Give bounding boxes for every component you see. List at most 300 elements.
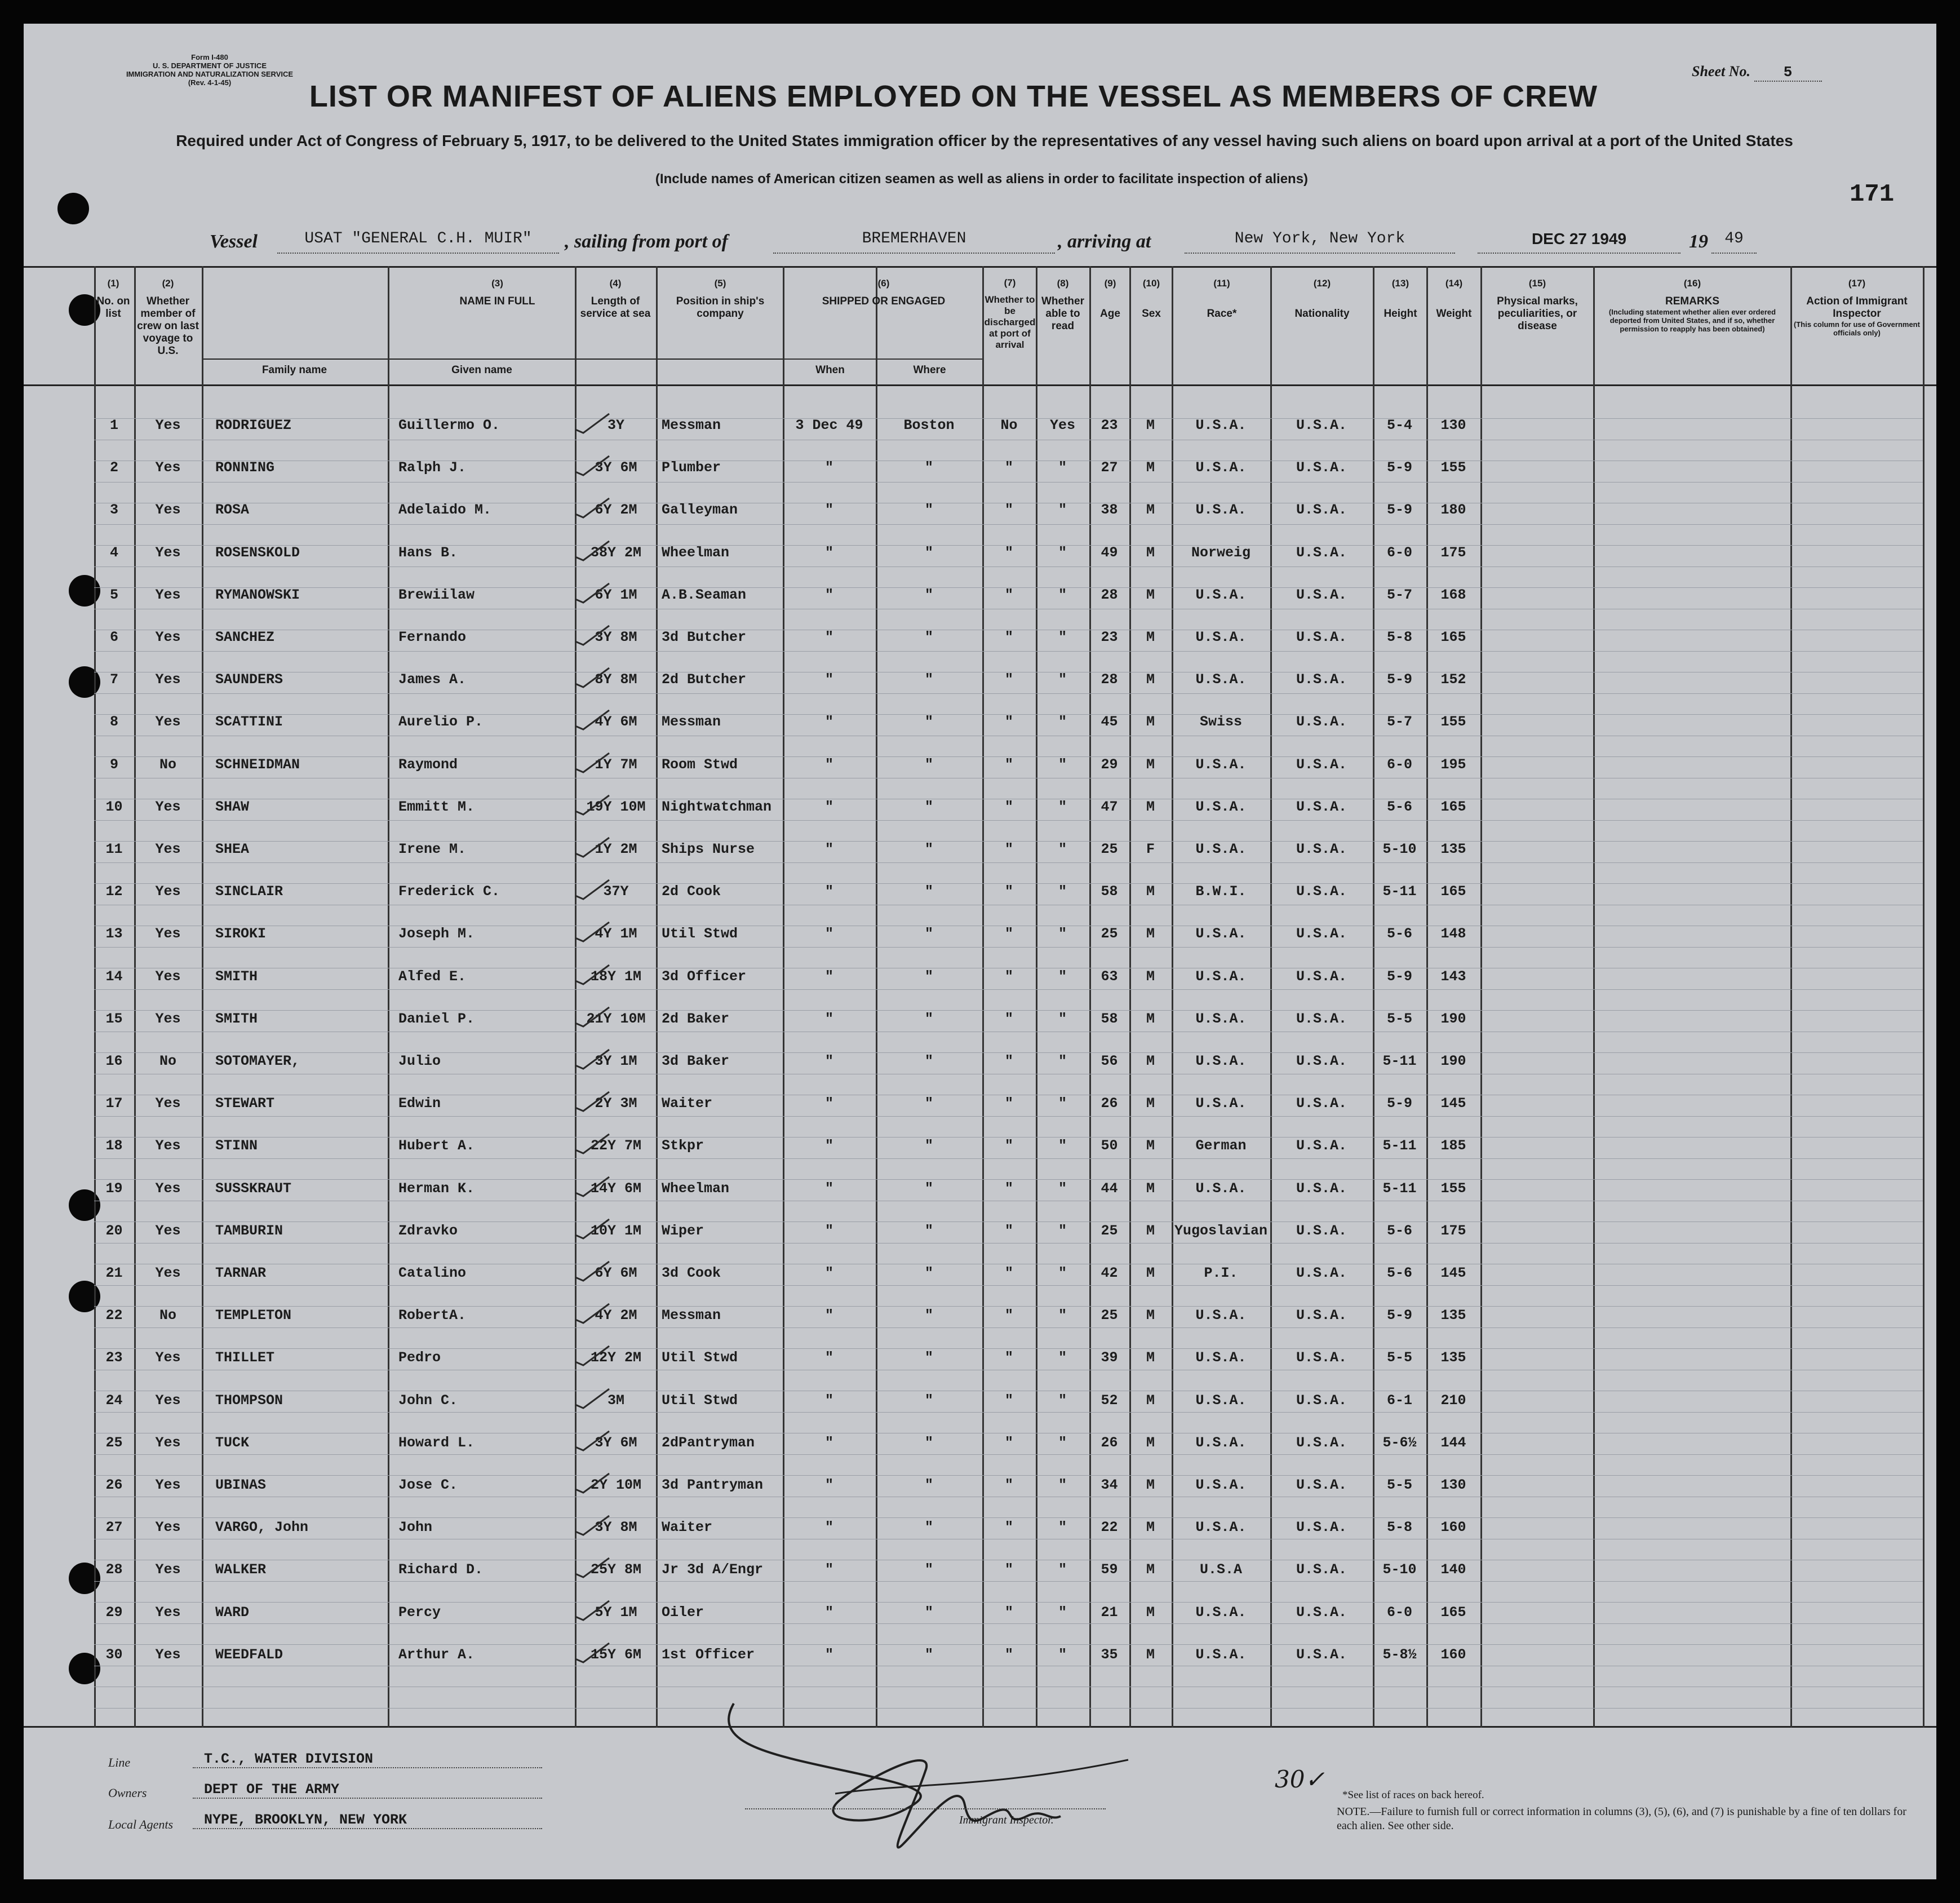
cell-weight: 190 [1440, 1011, 1466, 1027]
cell-age: 25 [1101, 1223, 1118, 1239]
cell-when: " [824, 926, 833, 942]
cell-age: 28 [1101, 671, 1118, 688]
cell-age: 28 [1101, 587, 1118, 603]
cell-voyage: Yes [155, 1011, 181, 1027]
cell-discharged: " [1004, 1435, 1013, 1451]
cell-where: " [924, 1095, 933, 1112]
cell-age: 26 [1101, 1435, 1118, 1451]
cell-voyage: Yes [155, 1561, 181, 1578]
check-mark-icon [573, 453, 613, 477]
cell-nationality: U.S.A. [1296, 1307, 1347, 1324]
cell-given: Howard L. [398, 1435, 475, 1451]
cell-service: 3Y 6M [595, 1435, 637, 1451]
cell-nationality: U.S.A. [1296, 671, 1347, 688]
cell-sex: M [1146, 1011, 1155, 1027]
cell-race: U.S.A. [1195, 1011, 1247, 1027]
cell-age: 23 [1101, 629, 1118, 645]
cell-voyage: Yes [155, 1477, 181, 1493]
cell-where: " [924, 1265, 933, 1281]
cell-where: " [924, 587, 933, 603]
cell-where: " [924, 968, 933, 985]
cell-position: Wheelman [662, 545, 730, 561]
cell-weight: 135 [1440, 841, 1466, 857]
cell-given: Brewiilaw [398, 587, 475, 603]
cell-position: 2d Cook [662, 883, 721, 900]
ruled-line [94, 1517, 1923, 1518]
cell-height: 5-8½ [1382, 1647, 1417, 1663]
cell-family: THOMPSON [215, 1392, 283, 1409]
header-weight: (14) Weight [1436, 278, 1472, 320]
cell-when: " [824, 799, 833, 815]
arriving-label: , arriving at [1058, 231, 1151, 252]
ruled-line [94, 1158, 1923, 1159]
column-rule [1172, 266, 1173, 1728]
cell-service: 2Y 10M [590, 1477, 641, 1493]
cell-no: 16 [105, 1053, 123, 1069]
cell-nationality: U.S.A. [1296, 1011, 1347, 1027]
cell-no: 14 [105, 968, 123, 985]
page-number-stamp: 171 [1850, 180, 1895, 209]
cell-no: 12 [105, 883, 123, 900]
cell-age: 45 [1101, 714, 1118, 730]
header-no: (1) No. on list [96, 278, 130, 320]
cell-read: " [1058, 1095, 1067, 1112]
cell-no: 22 [105, 1307, 123, 1324]
cell-age: 35 [1101, 1647, 1118, 1663]
cell-read: Yes [1049, 417, 1075, 433]
cell-service: 6Y 2M [595, 502, 637, 518]
cell-family: TAMBURIN [215, 1223, 283, 1239]
cell-where: " [924, 756, 933, 773]
ruled-line [94, 1581, 1923, 1582]
cell-voyage: Yes [155, 1349, 181, 1366]
check-mark-icon [573, 1597, 613, 1622]
cell-weight: 165 [1440, 1604, 1466, 1621]
cell-position: Stkpr [662, 1138, 704, 1154]
cell-given: Guillermo O. [398, 417, 500, 433]
cell-discharged: " [1004, 1223, 1013, 1239]
form-number: Form I-480 [191, 53, 228, 61]
cell-voyage: Yes [155, 545, 181, 561]
ruled-line [94, 989, 1923, 990]
cell-given: Julio [398, 1053, 441, 1069]
cell-no: 21 [105, 1265, 123, 1281]
cell-no: 28 [105, 1561, 123, 1578]
cell-height: 5-5 [1386, 1011, 1412, 1027]
cell-weight: 210 [1440, 1392, 1466, 1409]
cell-nationality: U.S.A. [1296, 841, 1347, 857]
cell-nationality: U.S.A. [1296, 799, 1347, 815]
cell-no: 25 [105, 1435, 123, 1451]
cell-height: 5-7 [1386, 714, 1412, 730]
cell-no: 23 [105, 1349, 123, 1366]
cell-discharged: " [1004, 1519, 1013, 1535]
cell-read: " [1058, 1053, 1067, 1069]
cell-sex: M [1146, 799, 1155, 815]
cell-weight: 144 [1440, 1435, 1466, 1451]
cell-no: 10 [105, 799, 123, 815]
cell-read: " [1058, 714, 1067, 730]
cell-sex: M [1146, 629, 1155, 645]
cell-where: " [924, 1435, 933, 1451]
cell-when: " [824, 1011, 833, 1027]
cell-weight: 175 [1440, 545, 1466, 561]
cell-when: " [824, 1265, 833, 1281]
cell-family: SANCHEZ [215, 629, 275, 645]
cell-no: 2 [109, 459, 118, 476]
check-mark-icon [573, 1131, 613, 1156]
cell-race: U.S.A. [1195, 1095, 1247, 1112]
ruled-line [94, 1412, 1923, 1413]
cell-family: SHEA [215, 841, 250, 857]
column-rule [1593, 266, 1595, 1728]
cell-height: 5-5 [1386, 1349, 1412, 1366]
cell-given: Ralph J. [398, 459, 467, 476]
cell-when: " [824, 841, 833, 857]
column-rule [1270, 266, 1272, 1728]
cell-nationality: U.S.A. [1296, 1477, 1347, 1493]
cell-no: 30 [105, 1647, 123, 1663]
ruled-line [94, 1644, 1923, 1645]
cell-position: 2d Butcher [662, 671, 747, 688]
column-rule [134, 266, 136, 1728]
cell-voyage: Yes [155, 1223, 181, 1239]
cell-sex: M [1146, 587, 1155, 603]
page-title: LIST OR MANIFEST OF ALIENS EMPLOYED ON THE VESSEL AS MEMBERS OF CREW [309, 79, 1598, 113]
ruled-line [94, 1327, 1923, 1328]
ruled-line [94, 1116, 1923, 1117]
cell-position: 2d Baker [662, 1011, 730, 1027]
check-mark-icon [573, 834, 613, 859]
cell-height: 5-6 [1386, 926, 1412, 942]
check-mark-icon [573, 1004, 613, 1029]
cell-family: SUSSKRAUT [215, 1180, 292, 1197]
cell-given: Edwin [398, 1095, 441, 1112]
cell-where: " [924, 459, 933, 476]
cell-age: 56 [1101, 1053, 1118, 1069]
cell-given: Hans B. [398, 545, 458, 561]
header-discharged: (7) Whether to be discharged at port of arrival [984, 277, 1036, 350]
cell-where: " [924, 1519, 933, 1535]
check-mark-icon [573, 1470, 613, 1495]
cell-discharged: " [1004, 671, 1013, 688]
cell-given: Raymond [398, 756, 458, 773]
column-rule [876, 266, 877, 1728]
cell-race: Norweig [1191, 545, 1251, 561]
cell-voyage: Yes [155, 1519, 181, 1535]
cell-nationality: U.S.A. [1296, 459, 1347, 476]
header-length-service: (4) Length of service at sea [580, 278, 651, 320]
cell-age: 47 [1101, 799, 1118, 815]
cell-age: 27 [1101, 459, 1118, 476]
cell-weight: 145 [1440, 1095, 1466, 1112]
check-mark-icon [573, 1555, 613, 1579]
check-mark-icon [573, 622, 613, 647]
check-mark-icon [573, 877, 613, 901]
cell-position: 3d Pantryman [662, 1477, 764, 1493]
requirement-text: Required under Act of Congress of February 5, 1917, to be delivered to the United States immigration officer by the representatives of any vessel having such aliens on board upon arrival at a port of the United States [176, 132, 1793, 149]
cell-position: Room Stwd [662, 756, 738, 773]
cell-age: 59 [1101, 1561, 1118, 1578]
cell-height: 6-0 [1386, 545, 1412, 561]
cell-read: " [1058, 545, 1067, 561]
check-mark-icon [573, 1428, 613, 1453]
cell-no: 27 [105, 1519, 123, 1535]
cell-nationality: U.S.A. [1296, 1095, 1347, 1112]
cell-family: SINCLAIR [215, 883, 283, 900]
cell-age: 49 [1101, 545, 1118, 561]
cell-where: " [924, 1349, 933, 1366]
cell-sex: M [1146, 1435, 1155, 1451]
check-mark-icon [573, 1046, 613, 1071]
cell-discharged: " [1004, 926, 1013, 942]
cell-age: 38 [1101, 502, 1118, 518]
cell-family: WARD [215, 1604, 250, 1621]
table-top-rule [24, 266, 1936, 268]
cell-read: " [1058, 1604, 1067, 1621]
header-family-name: Family name [261, 364, 327, 376]
check-mark-icon [573, 1258, 613, 1283]
subheader-rule-name [203, 359, 792, 360]
cell-service: 3Y 8M [595, 629, 637, 645]
cell-read: " [1058, 629, 1067, 645]
cell-race: Swiss [1199, 714, 1242, 730]
cell-age: 23 [1101, 417, 1118, 433]
cell-read: " [1058, 1138, 1067, 1154]
cell-weight: 130 [1440, 1477, 1466, 1493]
cell-no: 18 [105, 1138, 123, 1154]
cell-discharged: " [1004, 629, 1013, 645]
cell-discharged: " [1004, 1349, 1013, 1366]
cell-read: " [1058, 1223, 1067, 1239]
header-last-voyage: (2) Whether member of crew on last voyage to U.S. [137, 278, 199, 357]
cell-race: U.S.A. [1195, 841, 1247, 857]
cell-service: 3Y 6M [595, 459, 637, 476]
cell-voyage: Yes [155, 926, 181, 942]
cell-height: 5-9 [1386, 1307, 1412, 1324]
inspector-label: Immigrant Inspector. [959, 1814, 1054, 1826]
header-age: (9) Age [1100, 278, 1120, 320]
cell-no: 4 [109, 545, 118, 561]
cell-voyage: Yes [155, 1138, 181, 1154]
ruled-line [94, 651, 1923, 652]
cell-where: " [924, 1647, 933, 1663]
cell-sex: M [1146, 1053, 1155, 1069]
cell-given: Irene M. [398, 841, 467, 857]
cell-no: 24 [105, 1392, 123, 1409]
cell-height: 5-11 [1382, 1138, 1417, 1154]
cell-given: Fernando [398, 629, 467, 645]
cell-family: THILLET [215, 1349, 275, 1366]
arrival-date-stamp: DEC 27 1949 [1478, 230, 1680, 254]
cell-race: U.S.A. [1195, 968, 1247, 985]
cell-when: " [824, 502, 833, 518]
cell-position: 3d Cook [662, 1265, 721, 1281]
cell-height: 5-11 [1382, 883, 1417, 900]
cell-family: RYMANOWSKI [215, 587, 300, 603]
cell-weight: 130 [1440, 417, 1466, 433]
cell-voyage: No [159, 1307, 176, 1324]
cell-where: " [924, 1307, 933, 1324]
cell-height: 5-11 [1382, 1180, 1417, 1197]
cell-family: SCATTINI [215, 714, 283, 730]
cell-no: 8 [109, 714, 118, 730]
fine-note: NOTE.—Failure to furnish full or correct information in columns (3), (5), (6), and (7) is punishable by a fine of ten dollars for each alien. See other side. [1337, 1805, 1906, 1832]
cell-discharged: " [1004, 714, 1013, 730]
cell-voyage: Yes [155, 502, 181, 518]
cell-race: U.S.A. [1195, 1349, 1247, 1366]
cell-voyage: Yes [155, 1435, 181, 1451]
header-race: (11) Race* [1207, 278, 1237, 320]
check-mark-icon [573, 580, 613, 605]
cell-service: 3M [607, 1392, 624, 1409]
cell-when: 3 Dec 49 [795, 417, 863, 433]
cell-family: TEMPLETON [215, 1307, 292, 1324]
ruled-line [94, 947, 1923, 948]
sheet-label: Sheet No. [1692, 63, 1750, 79]
cell-nationality: U.S.A. [1296, 502, 1347, 518]
cell-service: 1Y 7M [595, 756, 637, 773]
agents-value: NYPE, BROOKLYN, NEW YORK [193, 1812, 542, 1829]
cell-weight: 148 [1440, 926, 1466, 942]
cell-sex: M [1146, 1223, 1155, 1239]
header-position: (5) Position in ship's company [676, 278, 765, 320]
cell-read: " [1058, 1435, 1067, 1451]
cell-position: 1st Officer [662, 1647, 755, 1663]
include-note: (Include names of American citizen seamen as well as aliens in order to facilitate inspection of aliens) [655, 171, 1309, 187]
cell-where: " [924, 1561, 933, 1578]
cell-sex: M [1146, 502, 1155, 518]
cell-family: SMITH [215, 1011, 258, 1027]
cell-when: " [824, 587, 833, 603]
cell-family: SAUNDERS [215, 671, 283, 688]
column-rule [1790, 266, 1792, 1728]
ruled-line [94, 1306, 1923, 1307]
cell-service: 22Y 7M [590, 1138, 641, 1154]
cell-weight: 195 [1440, 756, 1466, 773]
cell-voyage: Yes [155, 883, 181, 900]
cell-family: UBINAS [215, 1477, 267, 1493]
cell-read: " [1058, 1349, 1067, 1366]
cell-given: Daniel P. [398, 1011, 475, 1027]
cell-when: " [824, 671, 833, 688]
cell-service: 4Y 6M [595, 714, 637, 730]
cell-no: 15 [105, 1011, 123, 1027]
cell-family: ROSA [215, 502, 250, 518]
cell-height: 5-11 [1382, 1053, 1417, 1069]
cell-given: Frederick C. [398, 883, 500, 900]
cell-read: " [1058, 1265, 1067, 1281]
cell-where: " [924, 1604, 933, 1621]
cell-when: " [824, 1647, 833, 1663]
cell-no: 13 [105, 926, 123, 942]
cell-nationality: U.S.A. [1296, 756, 1347, 773]
cell-age: 42 [1101, 1265, 1118, 1281]
cell-discharged: " [1004, 1138, 1013, 1154]
ruled-line [94, 482, 1923, 483]
cell-voyage: No [159, 756, 176, 773]
column-rule [1089, 266, 1091, 1728]
revision: (Rev. 4-1-45) [188, 78, 232, 87]
cell-given: John [398, 1519, 433, 1535]
column-rule [1036, 266, 1037, 1728]
cell-sex: M [1146, 1138, 1155, 1154]
cell-nationality: U.S.A. [1296, 1519, 1347, 1535]
cell-height: 5-9 [1386, 1095, 1412, 1112]
cell-nationality: U.S.A. [1296, 1265, 1347, 1281]
cell-family: SIROKI [215, 926, 267, 942]
cell-age: 63 [1101, 968, 1118, 985]
cell-voyage: Yes [155, 1392, 181, 1409]
ruled-line [94, 1475, 1923, 1476]
cell-when: " [824, 1349, 833, 1366]
cell-sex: M [1146, 1180, 1155, 1197]
cell-race: U.S.A. [1195, 1477, 1247, 1493]
cell-discharged: No [1000, 417, 1018, 433]
header-nationality: (12) Nationality [1294, 278, 1350, 320]
cell-height: 6-0 [1386, 756, 1412, 773]
cell-position: Wiper [662, 1223, 704, 1239]
cell-sex: M [1146, 545, 1155, 561]
cell-height: 5-6 [1386, 1265, 1412, 1281]
cell-race: U.S.A. [1195, 502, 1247, 518]
cell-voyage: No [159, 1053, 176, 1069]
cell-given: RobertA. [398, 1307, 467, 1324]
header-physical-marks: (15) Physical marks, peculiarities, or disease [1497, 278, 1578, 332]
check-mark-icon [573, 1088, 613, 1113]
cell-discharged: " [1004, 841, 1013, 857]
cell-nationality: U.S.A. [1296, 883, 1347, 900]
cell-read: " [1058, 841, 1067, 857]
cell-position: Messman [662, 417, 721, 433]
cell-position: Util Stwd [662, 1349, 738, 1366]
cell-service: 25Y 8M [590, 1561, 641, 1578]
cell-discharged: " [1004, 1647, 1013, 1663]
cell-given: James A. [398, 671, 467, 688]
cell-read: " [1058, 968, 1067, 985]
cell-service: 1Y 2M [595, 841, 637, 857]
cell-nationality: U.S.A. [1296, 1647, 1347, 1663]
cell-position: Messman [662, 714, 721, 730]
cell-height: 5-6½ [1382, 1435, 1417, 1451]
line-value: T.C., WATER DIVISION [193, 1751, 542, 1768]
cell-given: Herman K. [398, 1180, 475, 1197]
check-mark-icon [573, 410, 613, 435]
cell-nationality: U.S.A. [1296, 1223, 1347, 1239]
cell-weight: 168 [1440, 587, 1466, 603]
cell-discharged: " [1004, 502, 1013, 518]
column-rule [656, 266, 658, 1728]
cell-when: " [824, 1095, 833, 1112]
cell-discharged: " [1004, 883, 1013, 900]
cell-where: " [924, 1392, 933, 1409]
cell-nationality: U.S.A. [1296, 1561, 1347, 1578]
cell-read: " [1058, 1011, 1067, 1027]
cell-voyage: Yes [155, 799, 181, 815]
inspector-signature [700, 1675, 1151, 1867]
cell-age: 39 [1101, 1349, 1118, 1366]
cell-position: Nightwatchman [662, 799, 772, 815]
cell-read: " [1058, 926, 1067, 942]
check-mark-icon [573, 707, 613, 732]
cell-no: 3 [109, 502, 118, 518]
year-prefix: 19 [1689, 231, 1708, 252]
cell-given: Adelaido M. [398, 502, 492, 518]
cell-weight: 155 [1440, 714, 1466, 730]
signature-line [745, 1808, 1106, 1809]
cell-height: 5-9 [1386, 459, 1412, 476]
cell-sex: M [1146, 883, 1155, 900]
